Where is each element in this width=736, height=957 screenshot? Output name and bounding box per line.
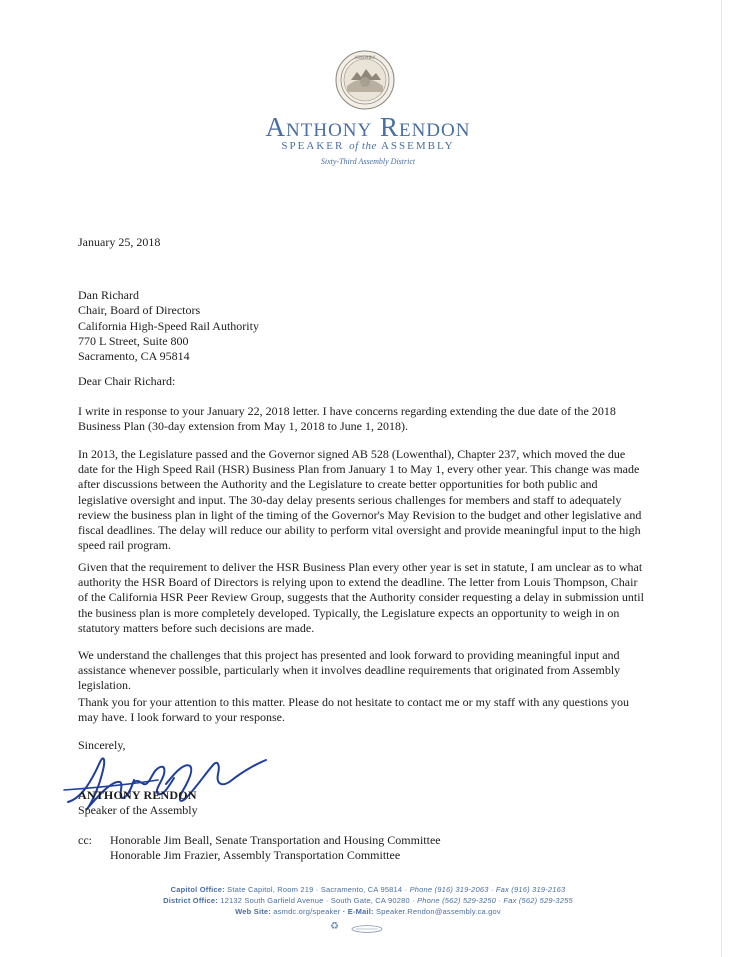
- signer-title: Speaker of the Assembly: [78, 803, 198, 817]
- body-paragraph: I write in response to your January 22, 2018 letter. I have concerns regarding extending the due date of the 2018 Business Plan (30-day extension from May 1, 2018 to June 1, 2018).: [78, 404, 616, 434]
- cc-label: cc:: [78, 833, 92, 847]
- signer-name: ANTHONY RENDON: [78, 788, 197, 802]
- svg-text:ASSEMBLY: ASSEMBLY: [354, 55, 376, 60]
- footer-address: 12132 South Garfield Avenue · South Gate, CA 90280 ·: [220, 896, 418, 905]
- footer-label: · E-Mail:: [342, 907, 374, 916]
- recipient-line: Chair, Board of Directors: [78, 303, 201, 318]
- salutation: Dear Chair Richard:: [78, 374, 176, 388]
- body-paragraph: Given that the requirement to deliver the HSR Business Plan every other year is set in statute, I am unclear as to what authority the HSR Board of Directors is relying upon to extend the deadline. The letter from Louis Thompson, Chair of the California HSR Peer Review Group, suggests that the Authority consider requesting a delay in submission until the business plan is more completely developed. Typically, the Legislature expects an opportunity to weigh in on statutory matters before such decisions are made.: [78, 560, 644, 635]
- california-assembly-seal-icon: [335, 50, 395, 110]
- body-paragraph: In 2013, the Legislature passed and the Governor signed AB 528 (Lowenthal), Chapter 237, which moved the due date for the High Speed Rail (HSR) Business Plan from January 1 to May 1, every other year. This change was made after discussions between the Authority and the Legislature to create better opportunities for both public and legislative oversight and input. The 30-day delay presents serious challenges for members and staff to adequately review the business plan in light of the timing of the Governor's May Revision to the budget and other legislative and fiscal deadlines. The delay will reduce our ability to perform vital oversight and provide meaningful input to the high speed rail program.: [78, 447, 642, 553]
- cc-recipient: Honorable Jim Frazier, Assembly Transportation Committee: [110, 848, 401, 863]
- recipient-line: Dan Richard: [78, 288, 139, 302]
- body-paragraph: We understand the challenges that this project has presented and look forward to providing meaningful input and assistance whenever possible, particularly when it involves deadline requirements that originated from Assembly legislation.: [78, 648, 621, 693]
- footer-capitol-office: [0, 885, 736, 894]
- footer-label: Web Site:: [235, 907, 271, 916]
- footer-district-office: [0, 896, 736, 905]
- footer-web: [0, 907, 736, 916]
- letterhead-title-suffix: ASSEMBLY: [380, 140, 455, 152]
- cc-row: [78, 848, 648, 863]
- recycle-icon: ♻: [330, 921, 339, 932]
- letterhead-title-of: of the: [349, 140, 377, 152]
- letterhead-title-prefix: SPEAKER: [281, 140, 345, 152]
- recipient-line: Sacramento, CA 95814: [78, 349, 190, 364]
- footer-label: District Office:: [163, 896, 218, 905]
- cc-label-spacer: [78, 848, 110, 863]
- union-bug-icon: [351, 925, 383, 933]
- cc-row: [78, 833, 648, 848]
- recipient-address: [78, 288, 648, 364]
- cc-list: [78, 833, 648, 863]
- footer-address: State Capitol, Room 219 · Sacramento, CA 95814 ·: [227, 885, 410, 894]
- letterhead-name: Anthony Rendon: [265, 112, 471, 142]
- body-paragraph: Thank you for your attention to this matter. Please do not hesitate to contact me or my staff with any questions you may have. I look forward to your response.: [78, 695, 630, 725]
- page-edge: [721, 0, 722, 957]
- recipient-line: California High-Speed Rail Authority: [78, 318, 259, 333]
- letter-date: January 25, 2018: [78, 235, 161, 249]
- recipient-line: 770 L Street, Suite 800: [78, 333, 189, 348]
- closing: Sincerely,: [78, 738, 126, 752]
- letterhead-district: Sixty-Third Assembly District: [320, 157, 416, 166]
- letterhead-title: [0, 140, 736, 152]
- footer-phone: Phone (916) 319-2063 · Fax (916) 319-2163: [409, 885, 566, 894]
- footer-label: Capitol Office:: [170, 885, 225, 894]
- footer-website-link[interactable]: asmdc.org/speaker: [273, 907, 341, 916]
- footer-email-link[interactable]: Speaker.Rendon@assembly.ca.gov: [376, 907, 501, 916]
- cc-recipient: Honorable Jim Beall, Senate Transportation and Housing Committee: [110, 833, 441, 847]
- footer-phone: Phone (562) 529-3250 · Fax (562) 529-3255: [417, 896, 573, 905]
